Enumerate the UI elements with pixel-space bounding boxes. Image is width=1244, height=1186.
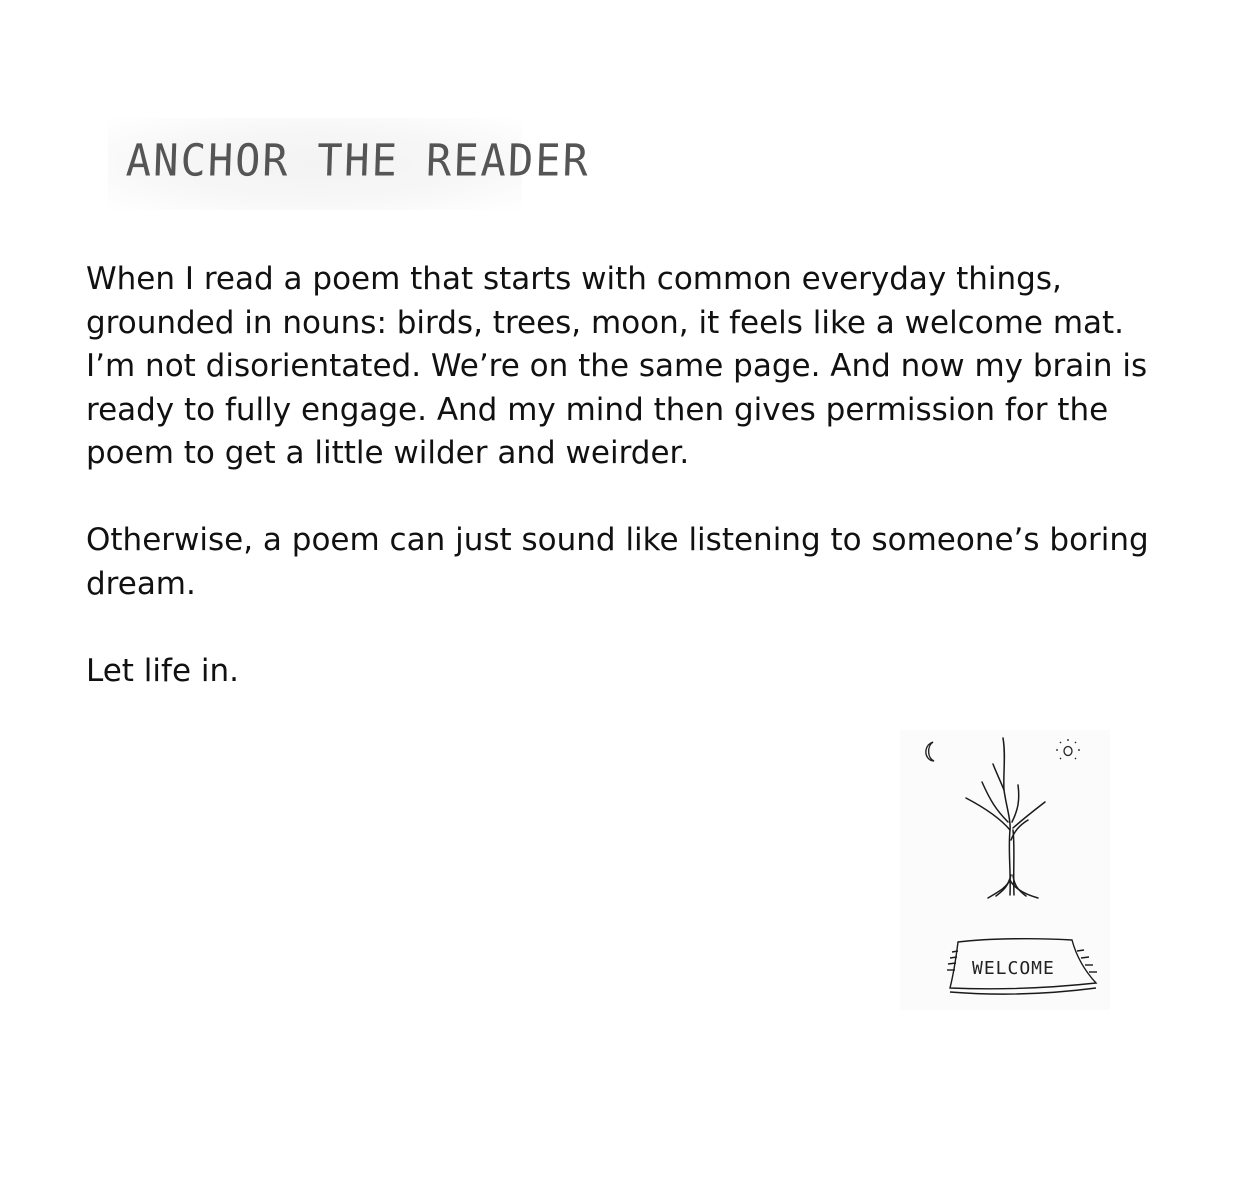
body-text (86, 258, 1176, 737)
welcome-mat-text: WELCOME (972, 958, 1055, 979)
paragraph-2: Otherwise, a poem can just sound like listening to someone’s boring dream. (86, 522, 1149, 602)
page-title: ANCHOR THE READER (125, 134, 591, 187)
paragraph-1: When I read a poem that starts with common everyday things, grounded in nouns: birds, trees, moon, it feels like a welcome mat. I’m not disorientated. We’re on the same page. And now my brain is ready to fully engage. And my mind then gives permission for the poem to get a little wilder and weirder. (86, 261, 1148, 471)
welcome-mat-illustration (900, 730, 1110, 1010)
paragraph-3: Let life in. (86, 652, 239, 689)
